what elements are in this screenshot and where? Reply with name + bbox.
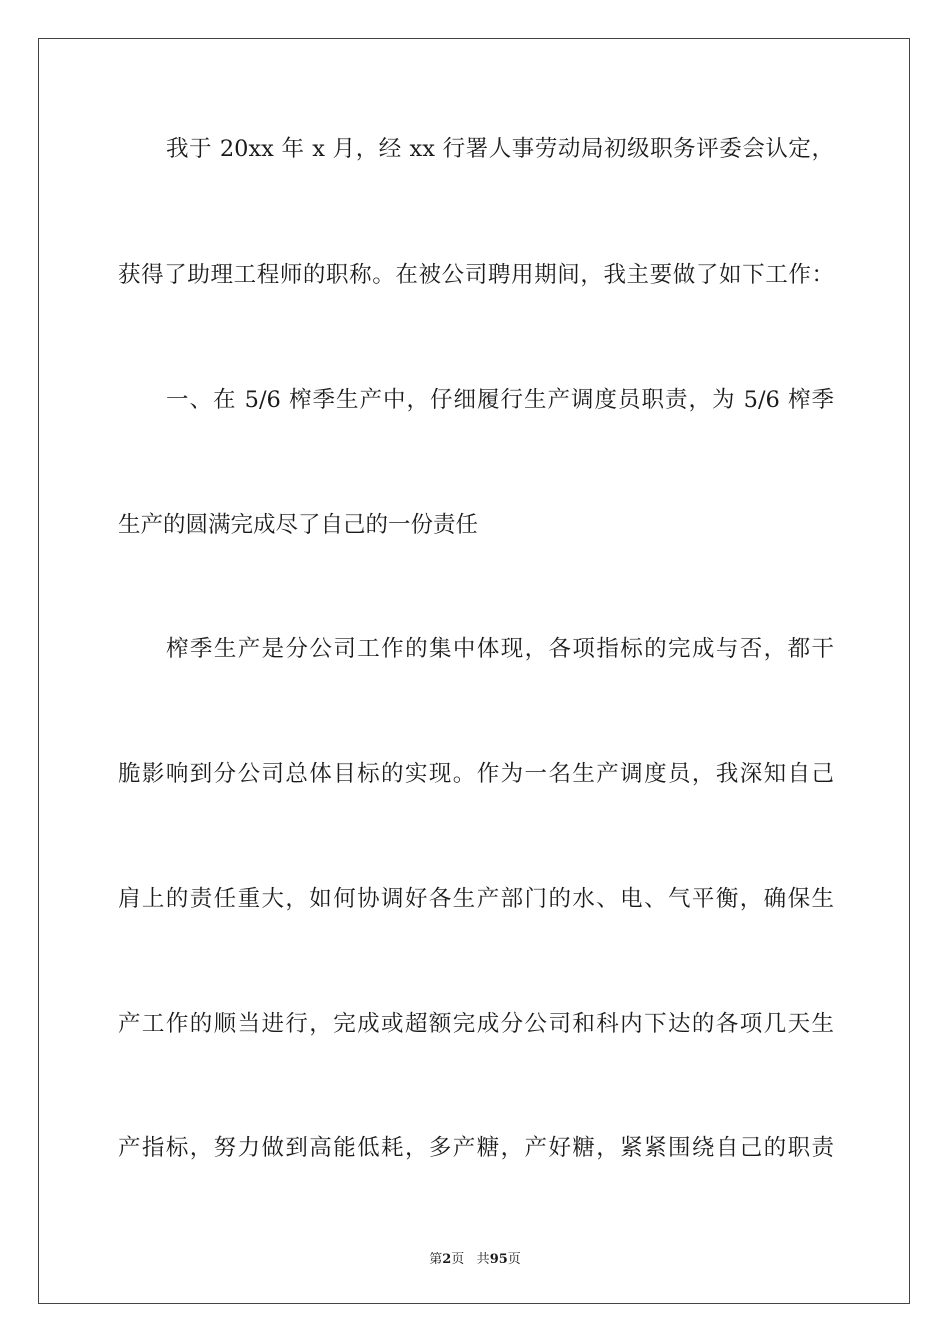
body-line-5: 榨季生产是分公司工作的集中体现，各项指标的完成与否，都干 (166, 636, 834, 662)
footer-current-page: 2 (442, 1252, 452, 1267)
body-line-7: 肩上的责任重大，如何协调好各生产部门的水、电、气平衡，确保生 (118, 886, 834, 912)
footer-page-word: 页 (451, 1252, 465, 1267)
footer-total-prefix: 共 (476, 1252, 490, 1267)
body-line-4: 生产的圆满完成尽了自己的一份责任 (118, 512, 479, 538)
body-line-3: 一、在 5/6 榨季生产中，仔细履行生产调度员职责，为 5/6 榨季 (166, 387, 834, 413)
body-line-9: 产指标，努力做到高能低耗，多产糖，产好糖，紧紧围绕自己的职责 (118, 1135, 834, 1161)
footer-prefix: 第 (429, 1252, 443, 1267)
page-footer (0, 1248, 950, 1267)
page-border (38, 38, 910, 1304)
body-line-8: 产工作的顺当进行，完成或超额完成分公司和科内下达的各项几天生 (118, 1011, 834, 1037)
footer-total-pages: 95 (489, 1252, 508, 1267)
body-line-6: 脆影响到分公司总体目标的实现。作为一名生产调度员，我深知自己 (118, 761, 834, 787)
body-line-2: 获得了助理工程师的职称。在被公司聘用期间，我主要做了如下工作： (118, 262, 834, 288)
footer-total-suffix: 页 (507, 1252, 521, 1267)
body-line-1: 我于 20xx 年 x 月，经 xx 行署人事劳动局初级职务评委会认定， (166, 136, 834, 162)
